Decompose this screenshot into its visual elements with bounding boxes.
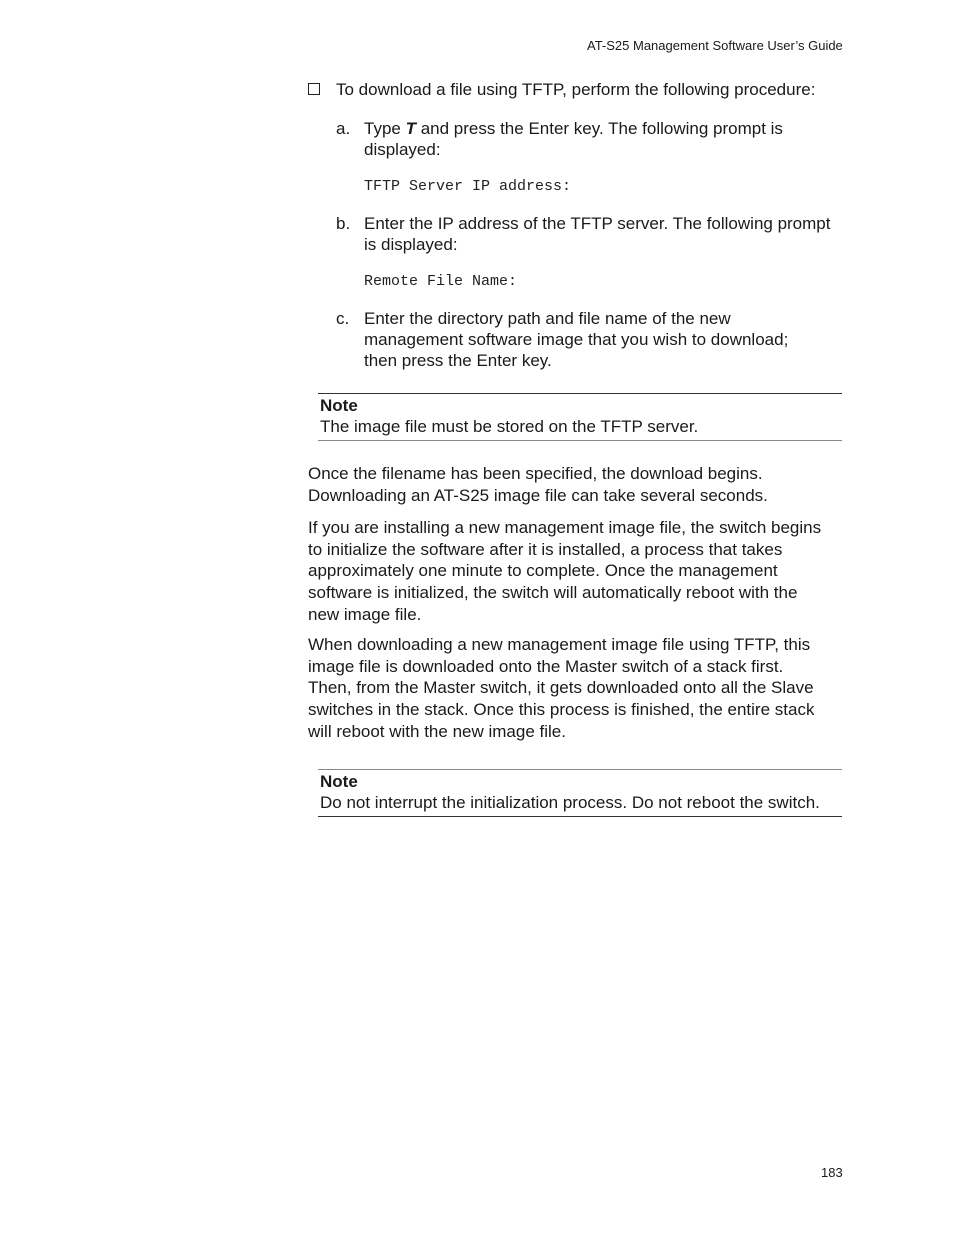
note-1-top-rule [318,393,842,394]
step-a-prompt: TFTP Server IP address: [364,178,572,195]
note-1-title: Note [320,396,358,415]
page-number: 183 [821,1165,843,1180]
step-b-text: Enter the IP address of the TFTP server. The following prompt is displayed: [364,214,831,254]
note-2-top-rule [318,769,842,770]
paragraph-install-image: If you are installing a new management image file, the switch begins to initialize the software after it is installed, a process that takes approximately one minute to complete. Once the management software is initialized, the switch will automatically reboot with the new image file. [308,518,822,624]
note-1-text: The image file must be stored on the TFTP server. [320,417,699,436]
paragraph-stack-download: When downloading a new management image file using TFTP, this image file is downloaded onto the Master switch of a stack first. Then, from the Master switch, it gets downloaded onto all the Slave switches in the stack. Once this process is finished, the entire stack will reboot with the new image file. [308,635,815,741]
step-a-key: T [405,119,416,138]
note-2-bottom-rule [318,816,842,817]
running-header: AT-S25 Management Software User’s Guide [587,38,843,53]
step-c-text: Enter the directory path and file name of the new management software image that you wish to download; then press the Enter key. [364,309,789,370]
step-b-letter: b. [336,214,351,233]
procedure-intro: To download a file using TFTP, perform the following procedure: [336,80,816,99]
step-a-letter: a. [336,119,351,138]
step-a-text-before: Type [364,119,406,138]
paragraph-download-begins: Once the filename has been specified, the download begins. Downloading an AT-S25 image file can take several seconds. [308,464,768,505]
step-c-letter: c. [336,309,350,328]
note-2-title: Note [320,772,358,791]
checkbox-bullet-icon [308,83,320,95]
step-a-text [364,118,814,160]
step-a-text-after: and press the Enter key. The following prompt is displayed: [364,119,783,159]
note-2-text: Do not interrupt the initialization process. Do not reboot the switch. [320,793,820,812]
step-b-prompt: Remote File Name: [364,273,518,290]
note-1-bottom-rule [318,440,842,441]
